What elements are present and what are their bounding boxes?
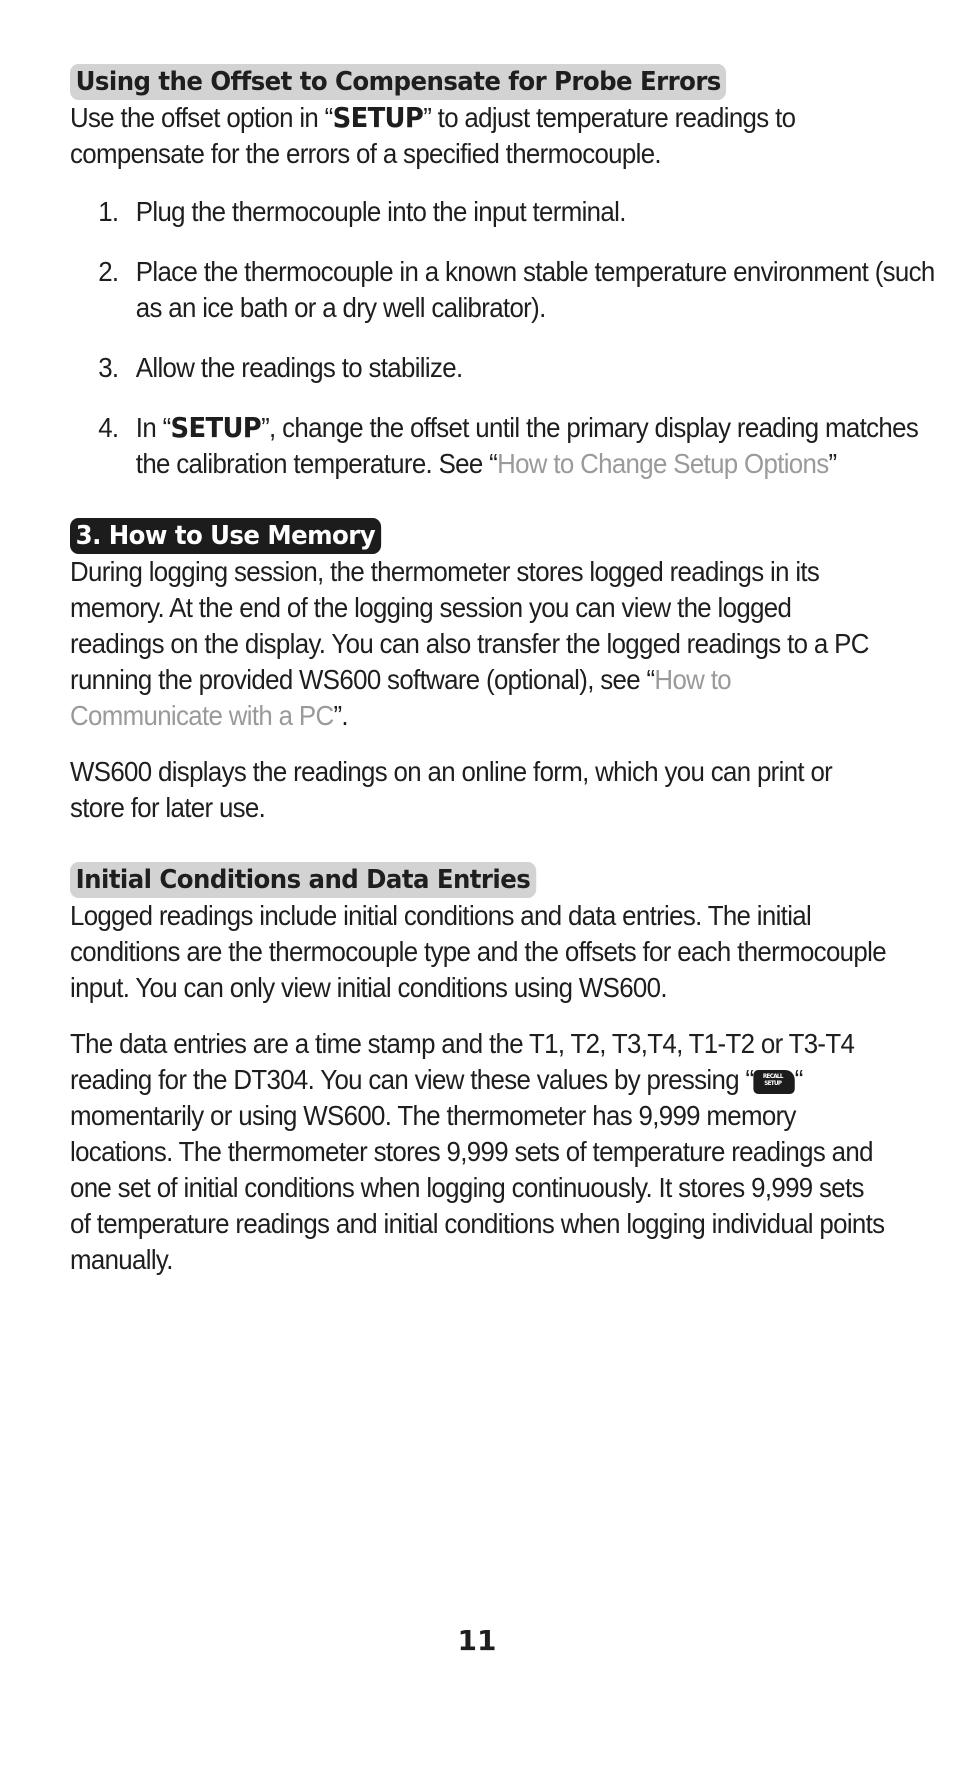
initial-paragraph-1: Logged readings include initial conditions and data entries. The initial conditions are the thermocouple type and the offsets for each thermocouple input. You can only view initial conditions using WS600. (70, 900, 886, 1003)
page-number: 11 (457, 1624, 497, 1657)
offset-steps (70, 194, 935, 482)
setup-keyword: SETUP (170, 412, 262, 444)
offset-heading: Using the Offset to Compensate for Probe Errors (70, 64, 726, 100)
setup-keyword: SETUP (332, 102, 424, 134)
manual-page (70, 64, 935, 1278)
list-item: 4. In “SETUP”, change the offset until the primary display reading matches the calibration temperature. See “How to Change Setup Options” (98, 412, 919, 479)
recall-setup-button-icon: RECALL SETUP (753, 1070, 794, 1094)
link-how-to-change-setup[interactable]: How to Change Setup Options (497, 448, 829, 479)
list-item: 3. Allow the readings to stabilize. (98, 352, 463, 383)
initial-paragraph-2: The data entries are a time stamp and the T1, T2, T3,T4, T1-T2 or T3-T4 reading for the DT304. You can view these values by pressing “ RECALL SETUP “ momentarily or using WS600. The thermometer has 9,999 memory locations. The thermometer stores 9,999 sets of temperature readings and one set of initial conditions when logging continuously. It stores 9,999 sets of temperature readings and initial conditions when logging individual points manually. (70, 1028, 885, 1275)
memory-heading: 3. How to Use Memory (70, 518, 381, 554)
link-communicate-with-pc[interactable]: How to Communicate with a PC (70, 664, 731, 731)
offset-intro: Use the offset option in “SETUP” to adjust temperature readings to compensate for the errors of a specified thermocouple. (70, 102, 796, 169)
memory-paragraph-2: WS600 displays the readings on an online form, which you can print or store for later use. (70, 756, 833, 823)
memory-paragraph-1: During logging session, the thermometer stores logged readings in its memory. At the end of the logging session you can view the logged readings on the display. You can also transfer the logged readings to a PC running the provided WS600 software (optional), see “How to Communicate with a PC”. (70, 556, 869, 731)
list-item: 1. Plug the thermocouple into the input terminal. (98, 196, 626, 227)
initial-conditions-heading: Initial Conditions and Data Entries (70, 862, 536, 898)
list-item: 2. Place the thermocouple in a known stable temperature environment (such as an ice bath or a dry well calibrator). (98, 256, 935, 323)
